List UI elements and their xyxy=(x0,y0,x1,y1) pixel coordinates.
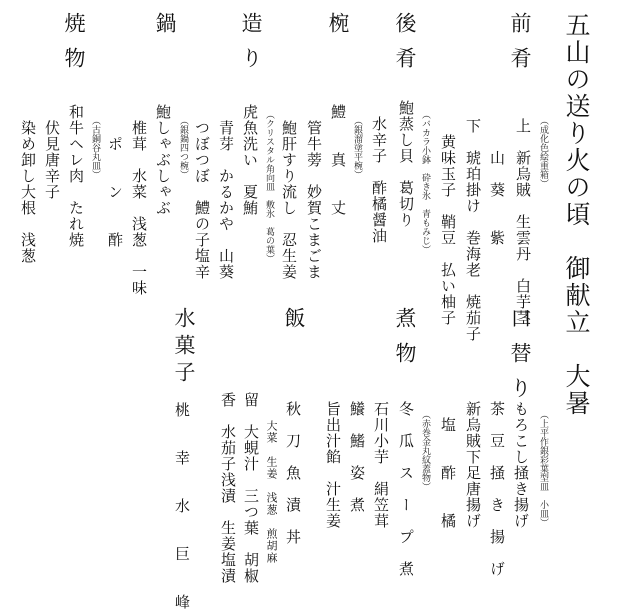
dish-line: 秋 刀 魚 漬 丼 xyxy=(284,401,302,545)
dish-line: 山 葵 紫 xyxy=(488,118,506,246)
section-heading-meshi: 飯 xyxy=(282,307,306,342)
dish-line: 鮑蒸し貝 葛切り xyxy=(397,100,415,228)
section-heading-kuchigawari: 口替り xyxy=(508,307,532,412)
section-heading-zenkou: 前肴 xyxy=(508,12,532,82)
dish-line: もろこし掻き揚げ xyxy=(512,401,530,529)
dish-line: 上 新烏賊 生雲丹 白芋茎 xyxy=(514,118,532,326)
section-heading-tsukuri: 造り xyxy=(239,12,263,82)
dish-line: 管牛蒡 妙賀こまごま xyxy=(305,104,323,280)
dish-line: 水辛子 酢橘醤油 xyxy=(370,100,388,244)
dish-line: 香 水茄子浅漬 生姜塩漬 xyxy=(219,392,237,584)
dish-line: 塩 酢 橘 xyxy=(439,401,457,529)
vessel-note-zenkou: （成化色絵重箱） xyxy=(538,116,548,188)
dish-line: 青芽 かるかや 山葵 xyxy=(217,104,235,280)
dish-line: 黄味玉子 鞘豆 払い柚子 xyxy=(439,118,457,326)
dish-line: 椎茸 水菜 浅葱 一味 xyxy=(130,104,148,296)
section-heading-yakimono: 焼物 xyxy=(62,12,86,82)
dish-line: 大菜 生姜 浅葱 煎胡麻 xyxy=(265,420,278,564)
section-heading-nimono: 煮物 xyxy=(393,307,417,377)
dish-line: 鮑しゃぶしゃぶ xyxy=(154,104,172,216)
dish-line: 鮑肝すり流し 忍生姜 xyxy=(280,104,298,280)
dish-line: つぼつぼ 鱧の子塩辛 xyxy=(193,104,211,280)
dish-line: 和牛ヘレ肉 たれ焼 xyxy=(67,104,85,248)
section-heading-mizugashi: 水菓子 xyxy=(172,307,196,388)
dish-line: 旨出汁餡 汁生姜 xyxy=(324,401,342,529)
vessel-note-wan: （銀溜塗平椀） xyxy=(352,116,362,179)
dish-line: 伏見唐辛子 xyxy=(43,104,61,200)
dish-line: 留 大蜆汁 三つ葉 胡椒 xyxy=(242,392,260,584)
vessel-note-yakimono: （古銅谷丸皿） xyxy=(90,116,100,179)
section-heading-nabe: 鍋 xyxy=(153,12,177,47)
dish-line: 新烏賊下足唐揚げ xyxy=(464,401,482,529)
vessel-note-atozakana: （バカラ小鉢 砕き氷 青もみじ） xyxy=(420,110,430,254)
dish-line: 桃 幸 水 巨 峰 xyxy=(173,402,191,610)
vessel-note-kuchigawari: （上平作銀彩葉型皿 小皿） xyxy=(538,410,548,527)
vessel-note-tsukuri: （クリスタル角向皿 敷氷 葛の葉） xyxy=(264,110,274,263)
dish-line: 石川小芋 絹笠茸 xyxy=(372,401,390,529)
dish-line: 茶 豆 掻 き 揚 げ xyxy=(488,401,506,577)
dish-line: 冬 瓜 ス ー プ 煮 xyxy=(397,401,415,577)
dish-line: 虎魚洗い 夏鮪 xyxy=(241,104,259,216)
dish-line: 鱶 鰭 姿 煮 xyxy=(348,401,366,513)
dish-line: 下 琥珀掛け 巻海老 焼茄子 xyxy=(464,118,482,342)
menu-title: 五山の送り火の頃 御献立 大暑 xyxy=(562,12,591,417)
vessel-note-nabe: （銀鍋四つ椀） xyxy=(178,116,188,179)
section-heading-wan: 椀 xyxy=(326,12,350,47)
section-heading-atozakana: 後肴 xyxy=(393,12,417,82)
vessel-note-nimono: （赤巻金丸紋蓋物） xyxy=(420,410,430,491)
dish-line: 鱧 真 丈 xyxy=(329,104,347,216)
dish-line: ポ ン 酢 xyxy=(106,104,124,248)
dish-line: 染め卸し大根 浅葱 xyxy=(19,104,37,264)
